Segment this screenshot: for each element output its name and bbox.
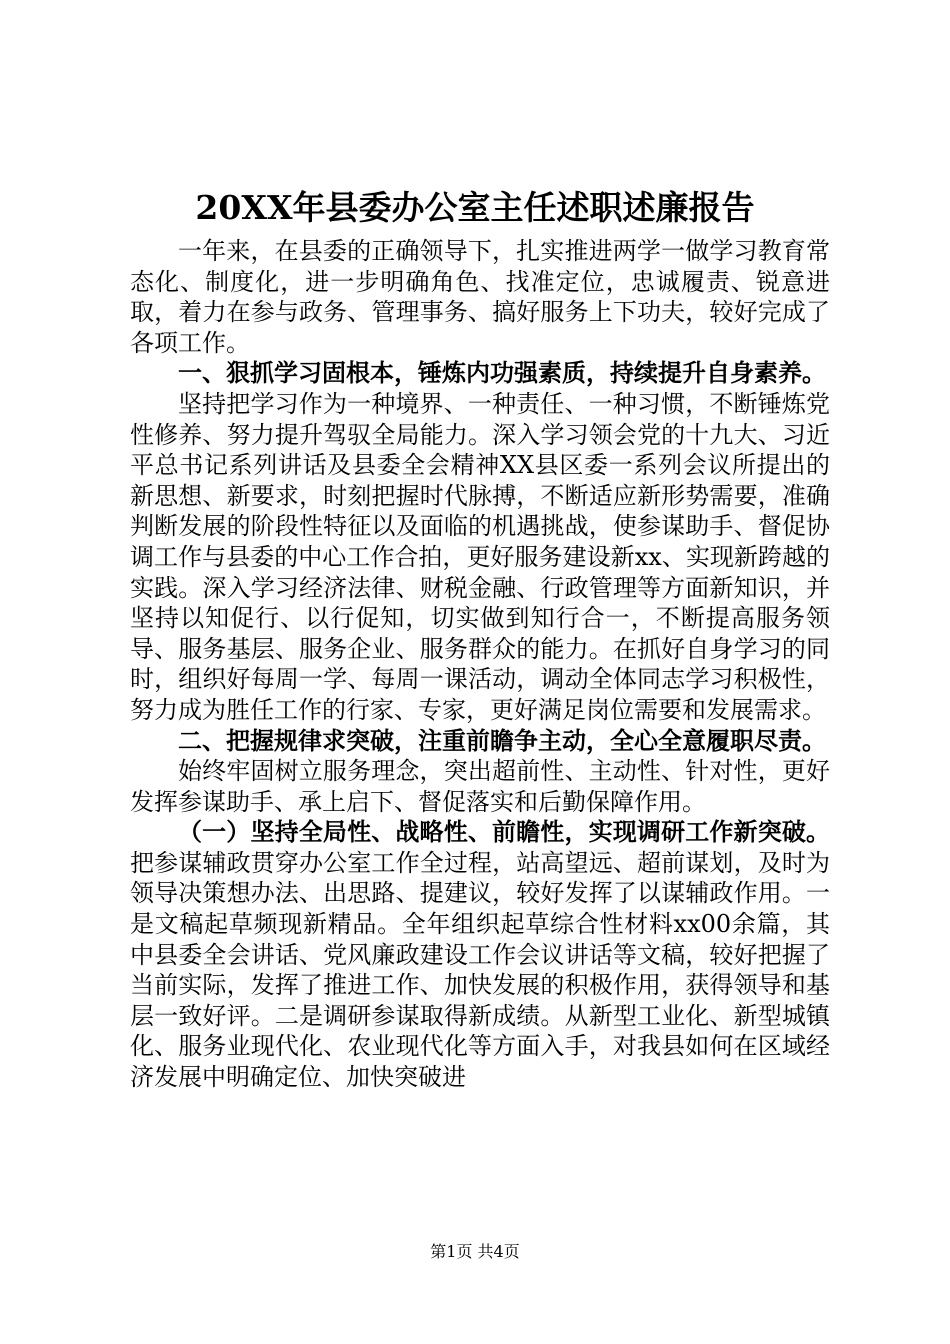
subsection-1-paragraph xyxy=(130,817,830,1092)
document-title: 20XX年县委办公室主任述职述廉报告 xyxy=(195,188,755,227)
subsection-1-text: 把参谋辅政贯穿办公室工作全过程，站高望远、超前谋划，及时为领导决策想办法、出思路、提建议，较好发挥了以谋辅政作用。一是文稿起草频现新精品。全年组织起草综合性材料xx00余篇，其中县委全会讲话、党风廉政建设工作会议讲话等文稿，较好把握了当前实际，发挥了推进工作、加快发展的积极作用，获得领导和基层一致好评。二是调研参谋取得新成绩。从新型工业化、新型城镇化、服务业现代化、农业现代化等方面入手，对我县如何在区域经济发展中明确定位、加快突破进 xyxy=(130,848,830,1092)
section-2-heading: 二、把握规律求突破，注重前瞻争主动，全心全意履职尽责。 xyxy=(178,725,826,755)
section-2-paragraph: 始终牢固树立服务理念，突出超前性、主动性、针对性，更好发挥参谋助手、承上启下、督促落实和后勤保障作用。 xyxy=(130,757,830,816)
document-body xyxy=(130,236,830,1093)
subsection-1-heading: （一）坚持全局性、战略性、前瞻性，实现调研工作新突破。 xyxy=(178,817,830,847)
intro-paragraph: 一年来，在县委的正确领导下，扎实推进两学一做学习教育常态化、制度化，进一步明确角色、找准定位，忠诚履责、锐意进取，着力在参与政务、管理事务、搞好服务上下功夫，较好完成了各项工作。 xyxy=(130,237,830,357)
section-1-paragraph: 坚持把学习作为一种境界、一种责任、一种习惯，不断锤炼党性修养、努力提升驾驭全局能力。深入学习领会党的十九大、习近平总书记系列讲话及县委全会精神XX县区委一系列会议所提出的新思想、新要求，时刻把握时代脉搏，不断适应新形势需要，准确判断发展的阶段性特征以及面临的机遇挑战，使参谋助手、督促协调工作与县委的中心工作合拍，更好服务建设新xx、实现新跨越的实践。深入学习经济法律、财税金融、行政管理等方面新知识，并坚持以知促行、以行促知，切实做到知行合一，不断提高服务领导、服务基层、服务企业、服务群众的能力。在抓好自身学习的同时，组织好每周一学、每周一课活动，调动全体同志学习积极性，努力成为胜任工作的行家、专家，更好满足岗位需要和发展需求。 xyxy=(130,389,830,724)
section-1-heading: 一、狠抓学习固根本，锤炼内功强素质，持续提升自身素养。 xyxy=(178,358,826,388)
page-footer: 第1页 共4页 xyxy=(430,1242,520,1261)
